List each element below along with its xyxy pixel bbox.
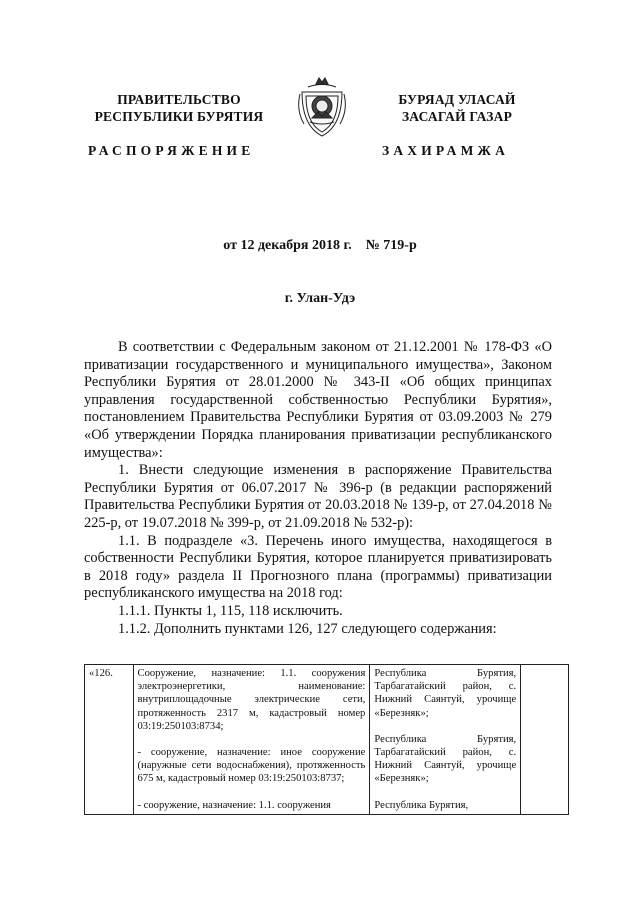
header-left-line1: ПРАВИТЕЛЬСТВО <box>117 92 241 107</box>
empty-cell <box>521 665 569 815</box>
doc-type-left: РАСПОРЯЖЕНИЕ <box>88 143 255 158</box>
header-right-org <box>372 91 542 125</box>
table-row <box>85 665 569 815</box>
privatization-table <box>84 664 569 815</box>
header-left-line2: РЕСПУБЛИКИ БУРЯТИЯ <box>94 109 264 124</box>
item-1-1-1-paragraph: 1.1.1. Пункты 1, 115, 118 исключить. <box>118 602 343 619</box>
location-cell <box>370 665 521 815</box>
description-entry: - сооружение, назначение: 1.1. сооружения <box>137 799 331 811</box>
coat-of-arms-icon <box>294 74 350 140</box>
row-number-cell <box>85 665 134 815</box>
header-right-line2: ЗАСАГАЙ ГАЗАР <box>401 109 513 124</box>
item-1-paragraph: 1. Внести следующие изменения в распоряжение Правительства Республики Бурятия от 06.07.2017 № 396-р (в редакции распоряжений Правительства Республики Бурятия от 20.03.2018 № 139-р, от 27.04.2018 № 225-р, от 19.07.2018 № 399-р, от 21.09.2018 № 532-р): <box>84 462 552 531</box>
location-entry: Республика Бурятия, <box>374 799 469 811</box>
doc-type-right: ЗАХИРАМЖА <box>382 143 510 158</box>
row-number: «126. <box>89 668 113 679</box>
header-left-org <box>84 91 274 125</box>
preamble-paragraph: В соответствии с Федеральным законом от 21.12.2001 № 178-ФЗ «О приватизации государственного и муниципального имущества», Законом Республики Бурятия от 28.01.2000 № 343-II «Об общих принципах управления государственной собственностью Республики Бурятия», постановлением Правительства Республики Бурятия от 03.09.2003 № 279 «Об утверждении Порядка планирования приватизации республиканского имущества»: <box>84 339 552 461</box>
date-number-line: от 12 декабря 2018 г. № 719-р <box>223 238 417 253</box>
description-entry: - сооружение, назначение: иное сооружение (наружные сети водоснабжения), протяженность 675 м, кадастровый номер 03:19:250103:8737; <box>137 747 366 785</box>
header-right-line1: БУРЯАД УЛАСАЙ <box>398 92 516 107</box>
item-1-1-2-paragraph: 1.1.2. Дополнить пунктами 126, 127 следующего содержания: <box>118 620 497 637</box>
description-entry: Сооружение, назначение: 1.1. сооружения электроэнергетики, наименование: внутриплощадочные электрические сети, протяженность 2317 м, кадастровый номер 03:19:250103:8734; <box>137 668 366 732</box>
item-1-1-paragraph: 1.1. В подразделе «3. Перечень иного имущества, находящегося в собственности Республики Бурятия, которое планируется приватизировать в 2018 году» раздела II Прогнозного плана (программы) приватизации республиканского имущества на 2018 год: <box>84 532 552 602</box>
city-line: г. Улан-Удэ <box>284 291 356 306</box>
location-entry: Республика Бурятия, Тарбагатайский район, с. Нижний Саянтуй, урочище «Березняк»; <box>374 668 517 719</box>
document-body <box>84 339 552 638</box>
description-cell <box>133 665 370 815</box>
location-entry: Республика Бурятия, Тарбагатайский район, с. Нижний Саянтуй, урочище «Березняк»; <box>374 733 517 785</box>
